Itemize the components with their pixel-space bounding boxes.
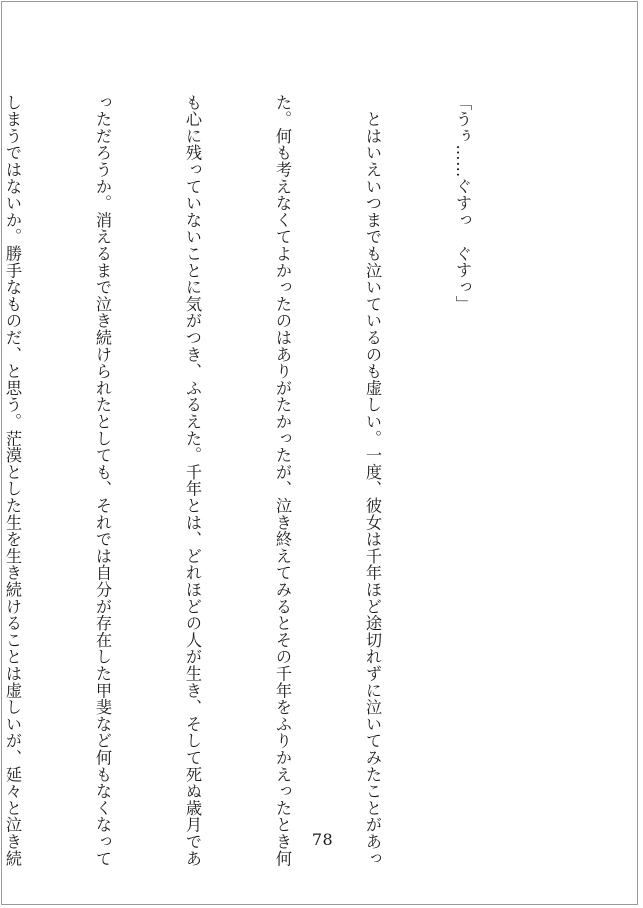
page-number: 78 (311, 830, 334, 849)
page-frame (1, 1, 638, 905)
text-line: も心に残っていないことに気がつき、ふるえた。千年とは、どれほどの人が生き、そして死ぬ歳月であ (183, 94, 202, 867)
text-line: しまうではないか。勝手なものだ、と思う。茫漠とした生を生き続けることは虚しいが、延々と泣き続 (3, 94, 22, 867)
text-line: 「うぅ……ぐすっ ぐすっ」 (453, 94, 472, 313)
text-line: た。何も考えなくてよかったのはありがたかったが、泣き終えてみるとその千年をふりかえったとき何 (273, 94, 292, 867)
text-line: とはいえいつまでも泣いているのも虚しい。一度、彼女は千年ほど途切れずに泣いてみたことがあっ (363, 94, 382, 867)
text-line: っただろうか。消えるまで泣き続けられたとしても、それでは自分が存在した甲斐など何もなくなって (93, 94, 112, 867)
